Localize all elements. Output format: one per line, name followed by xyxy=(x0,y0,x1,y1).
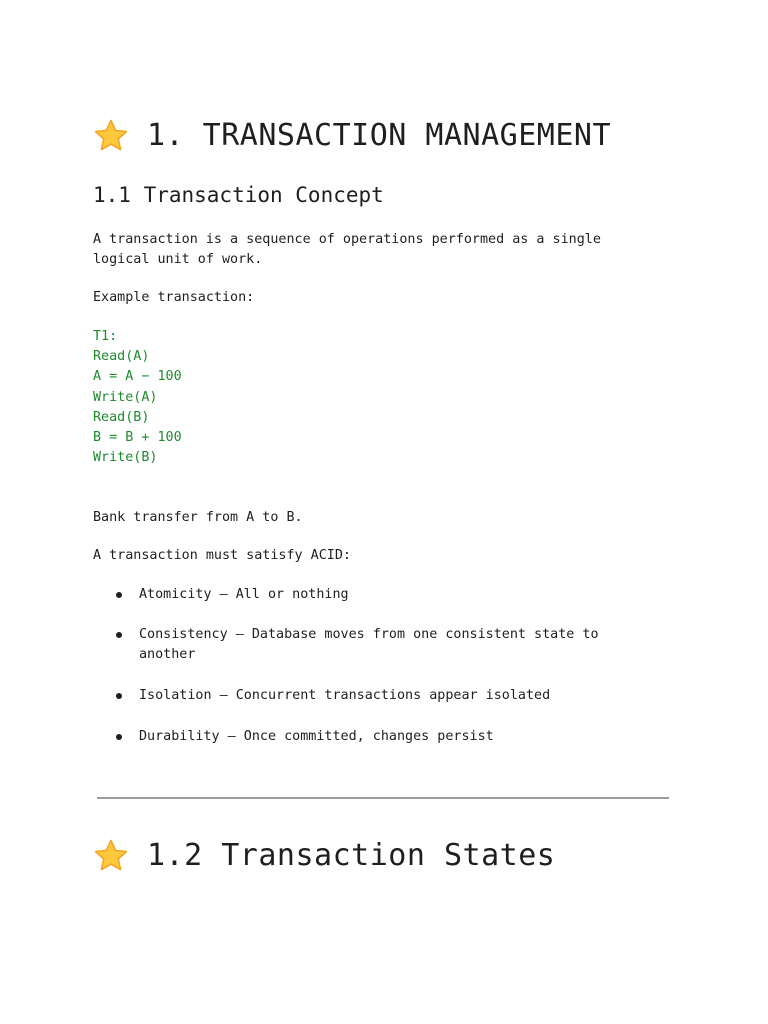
code-line: Read(A) xyxy=(93,349,150,365)
bullet-icon xyxy=(116,632,122,638)
code-line: Write(A) xyxy=(93,389,158,405)
bullet-icon xyxy=(116,592,122,598)
subsection-title-transaction-concept: 1.1 Transaction Concept xyxy=(93,183,384,207)
section-heading-transaction-management xyxy=(93,114,611,158)
section-heading-transaction-states xyxy=(93,834,555,878)
star-icon xyxy=(93,838,129,874)
list-item xyxy=(93,625,653,665)
list-item xyxy=(93,686,653,706)
bullet-icon xyxy=(116,734,122,740)
list-item-text: Durability — Once committed, changes persist xyxy=(139,729,494,744)
list-item xyxy=(93,585,653,605)
horizontal-divider xyxy=(97,797,669,799)
example-label: Example transaction: xyxy=(93,290,255,305)
intro-paragraph: A transaction is a sequence of operations performed as a single logical unit of work. xyxy=(93,232,601,267)
bullet-icon xyxy=(116,693,122,699)
list-item-text: Isolation — Concurrent transactions appear isolated xyxy=(139,688,551,703)
acid-list xyxy=(93,585,653,747)
heading-text: 1. TRANSACTION MANAGEMENT xyxy=(147,118,612,153)
code-line: B = B + 100 xyxy=(93,430,182,446)
star-icon xyxy=(93,118,129,154)
code-line: Read(B) xyxy=(93,409,150,425)
list-item xyxy=(93,727,653,747)
code-line: A = A − 100 xyxy=(93,369,182,385)
bank-transfer-note: Bank transfer from A to B. xyxy=(93,510,303,525)
code-line: Write(B) xyxy=(93,450,158,466)
heading-text: 1.2 Transaction States xyxy=(147,838,556,873)
acid-intro: A transaction must satisfy ACID: xyxy=(93,548,351,563)
code-block xyxy=(93,327,182,468)
list-item-text: Atomicity — All or nothing xyxy=(139,587,349,602)
list-item-text: Consistency — Database moves from one consistent state to another xyxy=(139,627,599,662)
code-line: T1: xyxy=(93,329,118,344)
